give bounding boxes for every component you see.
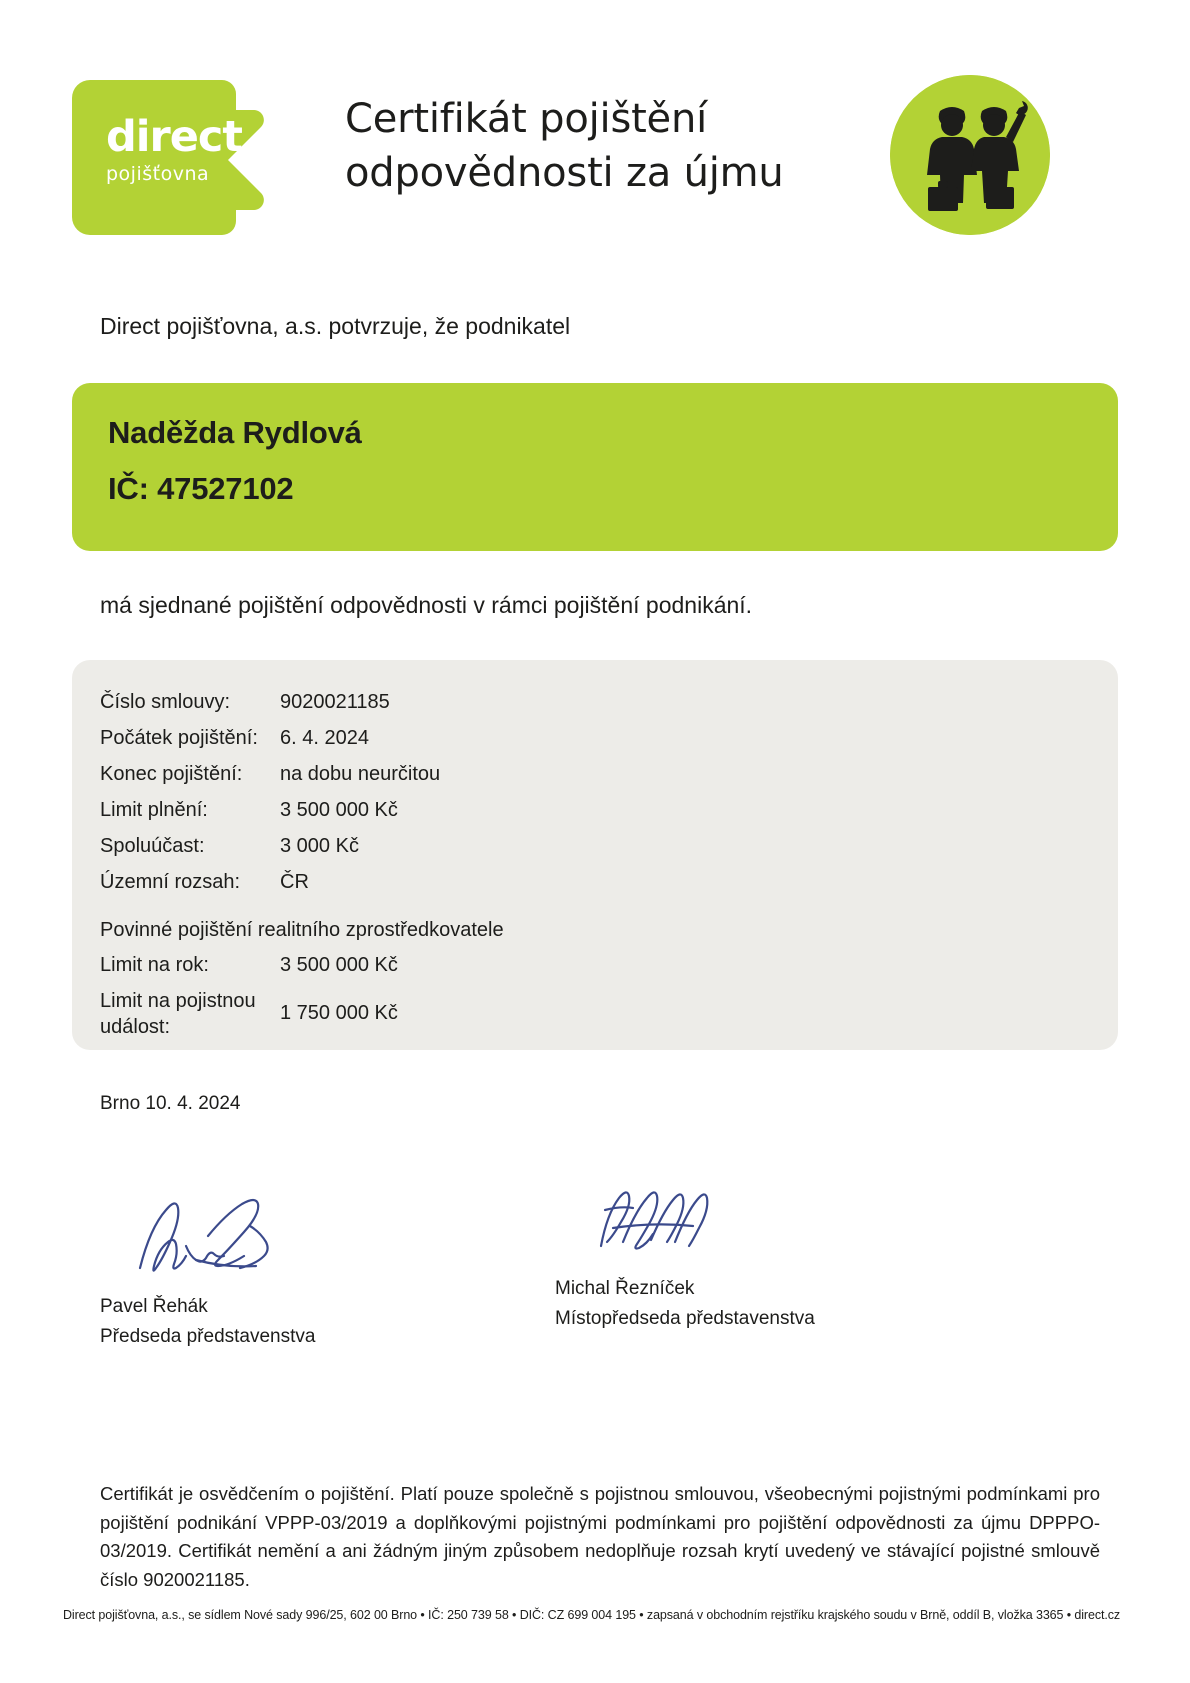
logo-sub-text: pojišťovna [106, 163, 210, 185]
detail-row [100, 951, 1118, 980]
signature-2-strokes [555, 1168, 755, 1278]
detail-row [100, 832, 1118, 861]
logo-arrow-shape [72, 80, 297, 235]
place-and-date: Brno 10. 4. 2024 [100, 1093, 241, 1114]
signature-2-image [555, 1168, 955, 1278]
company-footer: Direct pojišťovna, a.s., se sídlem Nové sady 996/25, 602 00 Brno • IČ: 250 739 58 • DIČ: CZ 699 004 195 • zapsaná v obchodním rejstříku krajského soudu v Brně, oddíl B, vložka 3365 • direct.cz [63, 1608, 1121, 1622]
detail-row [100, 796, 1118, 825]
statement-text: má sjednané pojištění odpovědnosti v rámci pojištění podnikání. [100, 592, 753, 618]
detail-row [100, 868, 1118, 897]
signature-block-1 [100, 1180, 480, 1348]
detail-value: 3 500 000 Kč [280, 799, 398, 821]
intro-text: Direct pojišťovna, a.s. potvrzuje, že podnikatel [100, 313, 571, 339]
detail-value: ČR [280, 871, 309, 893]
detail-value: 9020021185 [280, 691, 390, 713]
detail-label: Konec pojištění: [100, 763, 243, 785]
subject-ico: IČ: 47527102 [108, 471, 294, 506]
document-header [0, 60, 1190, 250]
detail-label: Územní rozsah: [100, 871, 241, 893]
signature-name: Pavel Řehák [100, 1296, 208, 1317]
policy-details-box [72, 660, 1118, 1050]
logo-brand-text: direct [106, 112, 242, 162]
detail-row [100, 724, 1118, 753]
detail-row [100, 987, 1118, 1040]
detail-value: 3 500 000 Kč [280, 954, 398, 976]
signature-1-image [100, 1180, 480, 1290]
signature-role: Předseda představenstva [100, 1326, 316, 1347]
detail-label: Limit na rok: [100, 954, 209, 976]
signature-role: Místopředseda představenstva [555, 1308, 815, 1329]
signature-1-strokes [100, 1180, 360, 1290]
detail-value: 3 000 Kč [280, 835, 359, 857]
details-subheading: Povinné pojištění realitního zprostředkovatele [100, 919, 504, 941]
direct-logo [72, 80, 297, 235]
subject-name: Naděžda Rydlová [108, 415, 362, 450]
detail-label: Počátek pojištění: [100, 727, 258, 749]
detail-label: Limit na pojistnou událost: [100, 990, 256, 1038]
detail-value: na dobu neurčitou [280, 763, 441, 785]
page-title: Certifikát pojištění odpovědnosti za újmu [345, 96, 784, 196]
detail-value: 1 750 000 Kč [280, 1002, 398, 1025]
detail-value: 6. 4. 2024 [280, 727, 369, 749]
two-workers-illustration [890, 75, 1050, 235]
two-workers-icon [890, 75, 1050, 235]
signature-name: Michal Řezníček [555, 1278, 695, 1299]
detail-label: Spoluúčast: [100, 835, 205, 857]
detail-row [100, 760, 1118, 789]
signature-block-2 [555, 1168, 955, 1330]
detail-label: Číslo smlouvy: [100, 691, 231, 713]
disclaimer-text: Certifikát je osvědčením o pojištění. Platí pouze společně s pojistnou smlouvou, všeobecnými pojistnými podmínkami pro pojištění podnikání VPPP-03/2019 a doplňkovými pojistnými podmínkami pro pojištění odpovědnosti za újmu DPPPO-03/2019. Certifikát nemění a ani žádným jiným způsobem nedoplňuje rozsah krytí uvedený ve stávající pojistné smlouvě číslo 9020021185. [100, 1483, 1100, 1591]
detail-row [100, 688, 1118, 717]
detail-label: Limit plnění: [100, 799, 208, 821]
subject-box [72, 383, 1118, 551]
